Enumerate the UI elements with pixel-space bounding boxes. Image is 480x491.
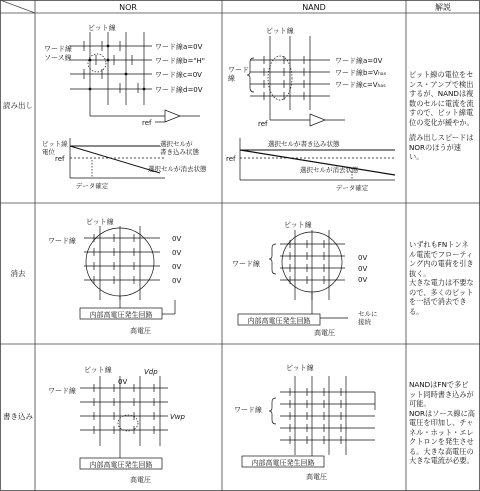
read-nor-wl-c: ワード線c=0V: [155, 71, 202, 79]
read-nor-ref-label: ref: [142, 119, 152, 127]
write-nor-v0: 0V: [118, 378, 128, 386]
read-nand-graph-ref: ref: [226, 155, 236, 163]
read-nor-sourceline-label: ソース線: [44, 54, 72, 62]
read-nand-ref-label: ref: [258, 120, 268, 128]
write-nor-hv-box: 内部高電圧発生回路: [89, 461, 153, 469]
header-explanation: 解説: [435, 3, 451, 12]
read-nor-graph-erased: 選択セルが消去状態: [148, 165, 207, 173]
read-nor-graph-ref: ref: [55, 155, 65, 163]
erase-nand-hv-box: 内部高電圧発生回路: [247, 317, 311, 325]
erase-nor-hv-box: 内部高電圧発生回路: [89, 311, 153, 319]
write-nand-hv-label: 高電圧: [306, 473, 327, 481]
read-nor-wl-d: ワード線d=0V: [155, 86, 203, 94]
write-nor-bitline-label: ビット線: [84, 366, 112, 374]
write-nor-array: [80, 376, 168, 469]
write-nand-hv-box: 内部高電圧発生回路: [251, 459, 315, 467]
read-nor-wl-a: ワード線a=0V: [155, 43, 203, 51]
erase-nand-bitline-label: ビット線: [284, 221, 312, 229]
read-nand-graph-xlabel: データ確定: [335, 184, 369, 192]
header-nor: NOR: [119, 3, 137, 12]
erase-nor-bitline-label: ビット線: [86, 218, 114, 226]
erase-nand-hv-label: 高電圧: [314, 329, 335, 337]
read-explanation: [409, 70, 475, 168]
erase-nor-v0-2: 0V: [172, 249, 182, 257]
read-nand-wordline-label: ワード線: [228, 66, 249, 83]
erase-nor-v0-4: 0V: [172, 277, 182, 285]
read-nor-graph-xlabel: データ確定: [75, 182, 109, 190]
write-explanation: NANDはFNで多ビット同時書き込みが可能。 NORはソース線に高電圧を印加し、チャネル・ホット・エレクトロンを発生させる。大きな高電圧の大きな電流が必要。: [409, 380, 475, 465]
row-label-erase: 消去: [10, 269, 26, 278]
erase-nand-array: [238, 230, 348, 325]
header-nand: NAND: [302, 3, 326, 12]
read-nand-graph-erased: 選択セルが消去状態: [300, 166, 359, 174]
read-nor-bitline-label: ビット線: [88, 24, 116, 32]
erase-nor-wordline-label: ワード線: [48, 237, 76, 245]
read-note-2: 読み出しスピードはNORのほうが速い。: [409, 133, 474, 161]
read-nor-graph-ylabel: ビット線電位: [42, 140, 68, 156]
erase-nor-v0-3: 0V: [172, 263, 182, 271]
erase-nand-v0-3: 0V: [358, 276, 368, 284]
write-nor-vdp: Vdp: [144, 368, 158, 376]
write-nand-array: [242, 376, 375, 467]
write-nand-bitline-label: ビット線: [286, 364, 314, 372]
write-nor-hv-label: 高電圧: [130, 476, 151, 484]
read-nand-graph-written: 選択セルが書き込み状態: [268, 140, 340, 148]
erase-explanation: いずれもFNトンネル電流でフローティング内の電荷を引き抜く。 大きな電力は不要なので、多くのビットを一括で消去できる。: [409, 240, 474, 316]
write-nand-wordline-label: ワード線: [234, 406, 262, 414]
erase-nor-array: [80, 226, 175, 319]
row-label-write: 書き込み: [3, 412, 33, 421]
read-nor-dots: [89, 45, 146, 91]
row-label-read: 読み出し: [3, 101, 33, 110]
read-nand-wl-a: ワード線a=0V: [335, 57, 383, 65]
erase-nand-v0-1: 0V: [358, 254, 368, 262]
read-nand-wl-c: ワード線c=Vₕₐₛ: [335, 81, 386, 89]
read-nor-wl-b: ワード線b="H": [155, 57, 206, 65]
erase-nor-hv-label: 高電圧: [130, 327, 151, 335]
read-note-1: ビット線の電位をセンス・アンプで検出するが、NANDは複数のセルに電流を流すので、ビット線電位の変化が緩やか。: [409, 70, 474, 127]
erase-nor-v0-1: 0V: [172, 235, 182, 243]
read-nand-wl-b: ワード線b=Vₕₐₛ: [335, 69, 387, 77]
erase-nand-v0-2: 0V: [358, 265, 368, 273]
read-nor-wordline-label: ワード線: [44, 45, 72, 53]
write-nor-vwp: Vwp: [170, 413, 185, 421]
read-nand-array: [247, 36, 345, 126]
read-nor-graph-written: 選択セルが書き込み状態: [160, 140, 199, 156]
write-nor-wordline-label: ワード線: [48, 387, 76, 395]
read-nand-bitline-label: ビット線: [266, 27, 294, 35]
erase-nand-cell-label: セルに接続: [358, 310, 378, 326]
erase-nand-wordline-label: ワード線: [232, 260, 260, 268]
